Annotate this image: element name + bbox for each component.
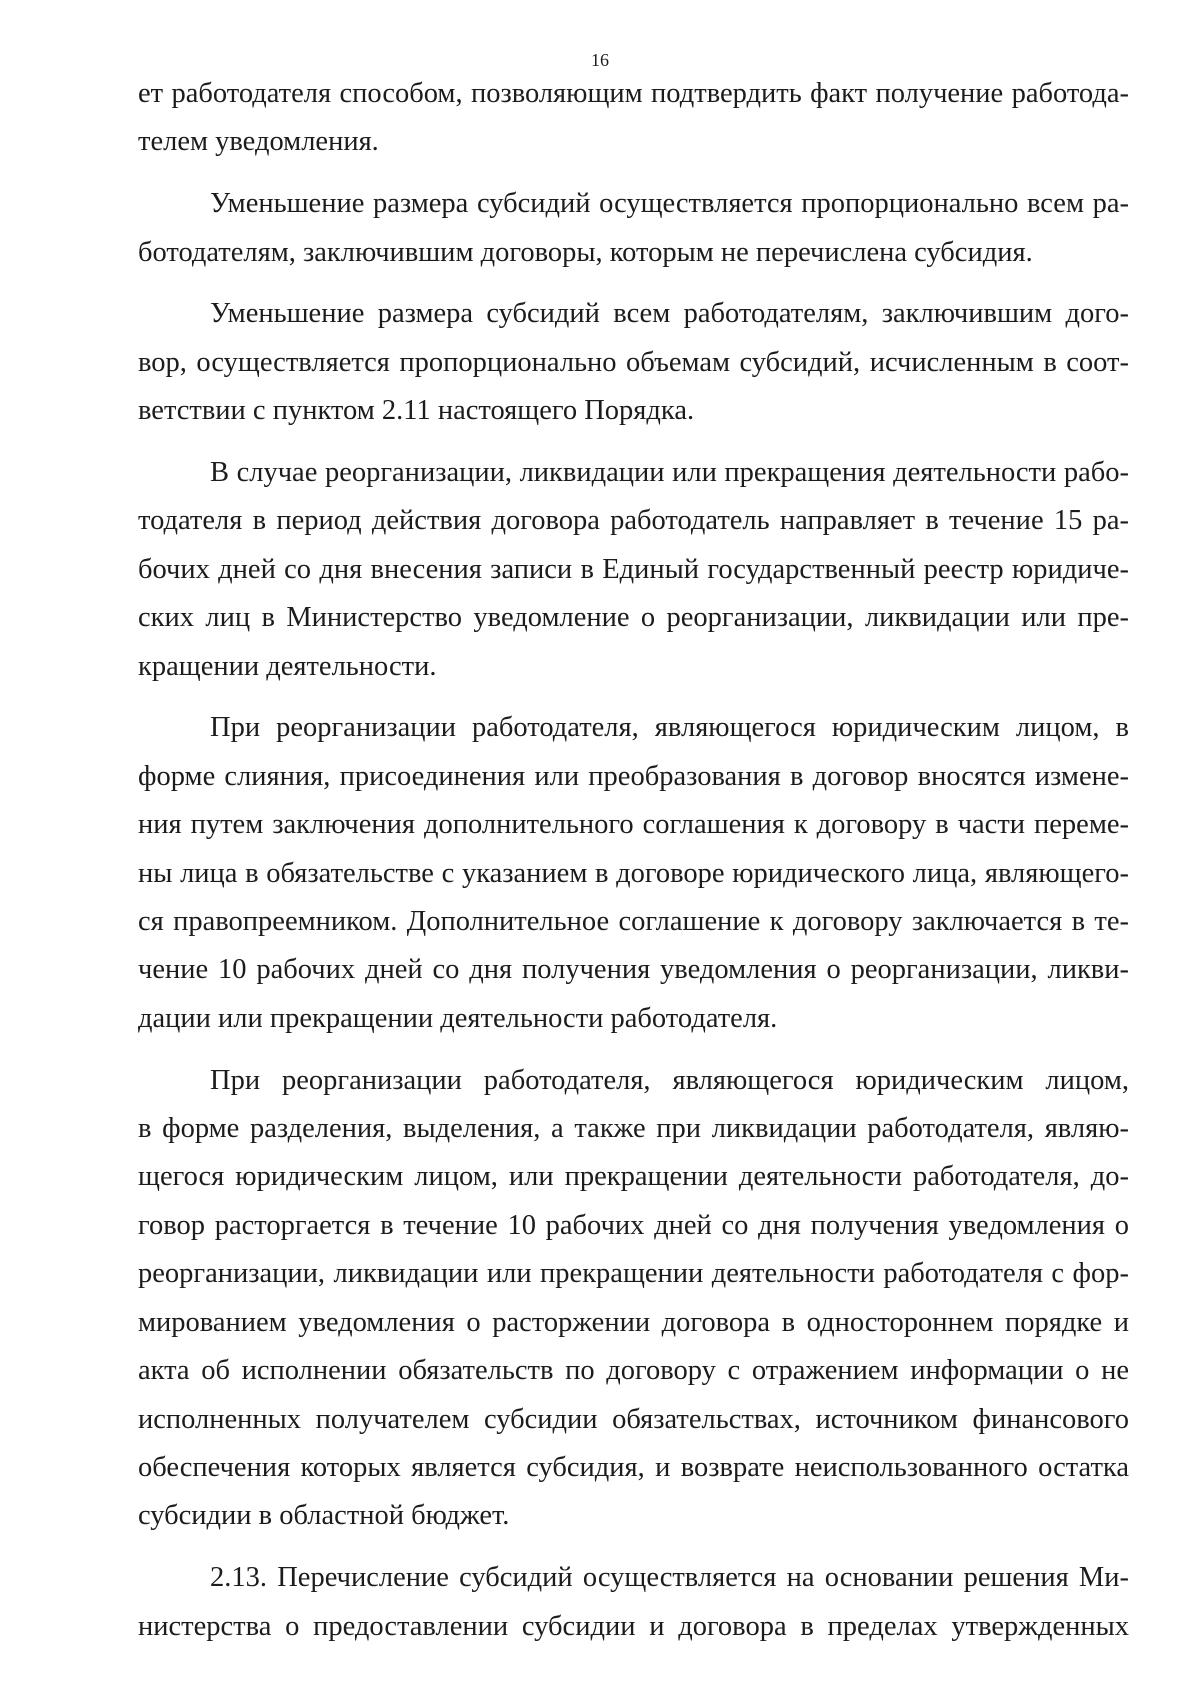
paragraph-line: При реорганизации работодателя, являющегося юридическим лицом, в (210, 712, 1129, 744)
paragraph-line: Уменьшение размера субсидий осуществляется пропорционально всем ра- (210, 188, 1129, 220)
paragraph-line: акта об исполнении обязательств по договору с отражением информации о не (138, 1355, 1129, 1387)
paragraph (138, 70, 1129, 167)
paragraph (138, 180, 1129, 277)
paragraph-line: мированием уведомления о расторжении договора в одностороннем порядке и (138, 1306, 1129, 1338)
page-number: 16 (591, 50, 609, 70)
document-body (138, 70, 1129, 1664)
paragraph-line: нистерства о предоставлении субсидии и договора в пределах утвержденных (138, 1610, 1129, 1642)
paragraph-line: форме слияния, присоединения или преобразования в договор вносятся измене- (138, 760, 1129, 792)
paragraph-line: реорганизации, ликвидации или прекращении деятельности работодателя с фор- (138, 1258, 1129, 1290)
paragraph-line: исполненных получателем субсидии обязательствах, источником финансового (138, 1403, 1129, 1435)
paragraph (138, 1554, 1129, 1651)
paragraph-line: ет работодателя способом, позволяющим подтвердить факт получение работода- (138, 78, 1129, 109)
paragraph-line: ветствии с пунктом 2.11 настоящего Порядка. (138, 395, 695, 427)
paragraph-line: обеспечения которых является субсидия, и возврате неиспользованного остатка (138, 1451, 1129, 1483)
paragraph-line: щегося юридическим лицом, или прекращении деятельности работодателя, до- (138, 1161, 1129, 1193)
paragraph-line: ских лиц в Министерство уведомление о реорганизации, ликвидации или пре- (138, 602, 1129, 634)
paragraph-line: ся правопреемником. Дополнительное соглашение к договору заключается в те- (138, 906, 1129, 938)
paragraph-line: В случае реорганизации, ликвидации или прекращения деятельности рабо- (210, 457, 1129, 489)
paragraph-line: дации или прекращении деятельности работодателя. (138, 1002, 778, 1034)
paragraph (138, 449, 1129, 691)
paragraph-line: в форме разделения, выделения, а также при ликвидации работодателя, являю- (138, 1113, 1129, 1145)
paragraph-line: ботодателям, заключившим договоры, которым не перечислена субсидия. (138, 236, 1033, 268)
paragraph-line: кращении деятельности. (138, 650, 437, 682)
paragraph (138, 1057, 1129, 1541)
paragraph-line: телем уведомления. (138, 126, 379, 158)
paragraph (138, 290, 1129, 435)
paragraph-line: 2.13. Перечисление субсидий осуществляется на основании решения Ми- (210, 1562, 1129, 1594)
paragraph-line: бочих дней со дня внесения записи в Единый государственный реестр юридиче- (138, 553, 1129, 585)
paragraph-line: При реорганизации работодателя, являющегося юридическим лицом, (210, 1064, 1129, 1096)
paragraph (138, 704, 1129, 1043)
paragraph-line: тодателя в период действия договора работодатель направляет в течение 15 ра- (138, 505, 1129, 537)
paragraph-line: Уменьшение размера субсидий всем работодателям, заключившим дого- (210, 298, 1129, 330)
paragraph-line: ны лица в обязательстве с указанием в договоре юридического лица, являющего- (138, 857, 1129, 889)
paragraph-line: говор расторгается в течение 10 рабочих дней со дня получения уведомления о (138, 1209, 1129, 1241)
paragraph-line: вор, осуществляется пропорционально объемам субсидий, исчисленным в соот- (138, 346, 1129, 378)
paragraph-line: чение 10 рабочих дней со дня получения уведомления о реорганизации, ликви- (138, 954, 1129, 986)
paragraph-line: субсидии в областной бюджет. (138, 1500, 510, 1532)
paragraph-line: ния путем заключения дополнительного соглашения к договору в части переме- (138, 809, 1129, 841)
